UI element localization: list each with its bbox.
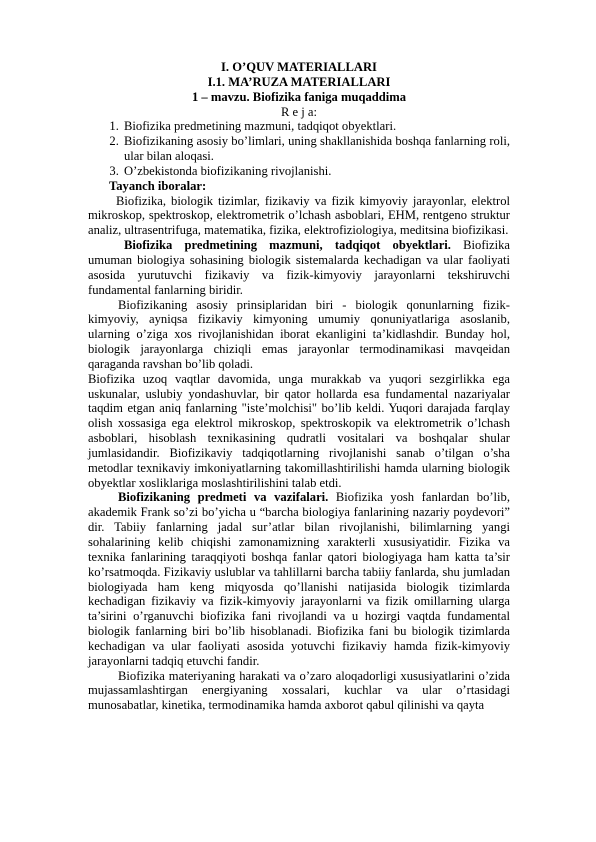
plan-list	[88, 119, 510, 178]
section-heading: Biofizikaning predmeti va vazifalari.	[118, 490, 329, 505]
keywords-text: Biofizika, biologik tizimlar, fizikaviy va fizik kimyoviy jarayonlar, elektrol mikroskop, spektroskop, elektrometrik o’lchash asboblari, EHM, rentgeno struktur analiz, ultrasentrifuga, matematika, fizika, elektrofiziologiya, meditsina biofizikasi.	[88, 193, 510, 238]
plan-item: 1. Biofizika predmetining mazmuni, tadqiqot obyektlari.	[122, 119, 510, 134]
section-text: Biofizika yosh fanlardan bo’lib, akademik Frank so’zi bo’yicha u “barcha biologiya fanlarining nazariy poydevori” dir. Tabiiy fanlarning jadal sur’atlar bilan rivojlanishi, bilimlarning yangi sohalarining kelib chiqishi zamonamizning xarakterli xususiyatidir. Fizika va texnika fanlarining taraqqiyoti boshqa fanlar qatori biologiyaga ham katta ta’sir ko’rsatmoqda. Fizikaviy uslublar va tahlillarni barcha tabiiy fanlarda, shu jumladan biologiyada ham keng miqyosda qo’llanishi natijasida biologik tizimlarda kechadigan fizikaviy va fizik-kimyoviy jarayonlarni va fizik omillarning ularga ta’sirini o’rganuvchi biofizika fani rivojlandi va u hozirgi vaqtda fundamental biologik fanlarning biri bo’lib hisoblanadi. Biofizika fani bu biologik tizimlarda kechadigan va ular faoliyati asosida yotuvchi fizikaviy hamda fizik-kimyoviy jarayonlarni tadqiq etuvchi fandir.	[88, 490, 510, 668]
plan-label: R e j a:	[280, 104, 318, 119]
plan-item: 2. Biofizikaning asosiy bo’limlari, uning shakllanishida boshqa fanlarning roli, ular bilan aloqasi.	[122, 134, 510, 164]
keywords-title: Tayanch iboralar:	[109, 178, 207, 193]
paragraph	[88, 238, 510, 297]
paragraph: Biofizika uzoq vaqtlar davomida, unga murakkab va yuqori sezgirlikka ega uskunalar, uslubiy yondashuvlar, bir qator hollarda esa fundamental nazariyalar taqdim etgan aniq fanlarning "iste’molchisi" bo’lib keldi. Yuqori darajada farqlay olish xossasiga ega elektrol mikroskop, spektroskopik va elektrometrik o’lchash asboblari, hisoblash texnikasining qudratli vositalari va boshqalar shular jumlasidandir. Biofizikaviy tadqiqotlarning rivojlanishi sanab o’tilgan o’sha metodlar texnikaviy imkoniyatlarning takomillashtirilishi hamda ularning biologik obyektlar xosliklariga moslashtirilishini talab etdi.	[88, 371, 510, 490]
paragraph: Biofizika materiyaning harakati va o’zaro aloqadorligi xususiyatlarini o’zida mujassamlashtirgan energiyaning xossalari, kuchlar va ular o’rtasidagi munosabatlar, kinetika, termodinamika hamda axborot qabul qilinishi va qayta	[88, 668, 510, 713]
section-heading: Biofizika predmetining mazmuni, tadqiqot obyektlari.	[124, 238, 451, 253]
plan-item: 3. O’zbekistonda biofizikaning rivojlanishi.	[122, 164, 510, 179]
section-text: Biofizika umuman biologiya sohasining biologik sistemalarda kechadigan va ular faoliyati asosida yurutuvchi fizikaviy va fizik-kimyoviy jarayonlarni tekshiruvchi fundamental fanlarning biridir.	[88, 238, 511, 297]
paragraph	[88, 490, 510, 668]
chapter-title: I. O’QUV MATERIALLARI	[221, 60, 377, 74]
paragraph: Biofizikaning asosiy prinsiplaridan biri - biologik qonunlarning fizik-kimyoviy, ayniqsa fizikaviy kimyoning umumiy qonuniyatlariga asoslanib, ularning o’ziga xos rivojlanishidan iborat ekanligini ta’kidlashdir. Bunday hol, biologik jarayonlarga chiziqli emas jarayonlar termodinamikasi mavqeidan qaraganda ravshan bo’lib qoladi.	[88, 297, 510, 371]
section-title: I.1. MA’RUZA MATERIALLARI	[207, 74, 391, 89]
topic-title: 1 – mavzu. Biofizika faniga muqaddima	[191, 89, 407, 104]
